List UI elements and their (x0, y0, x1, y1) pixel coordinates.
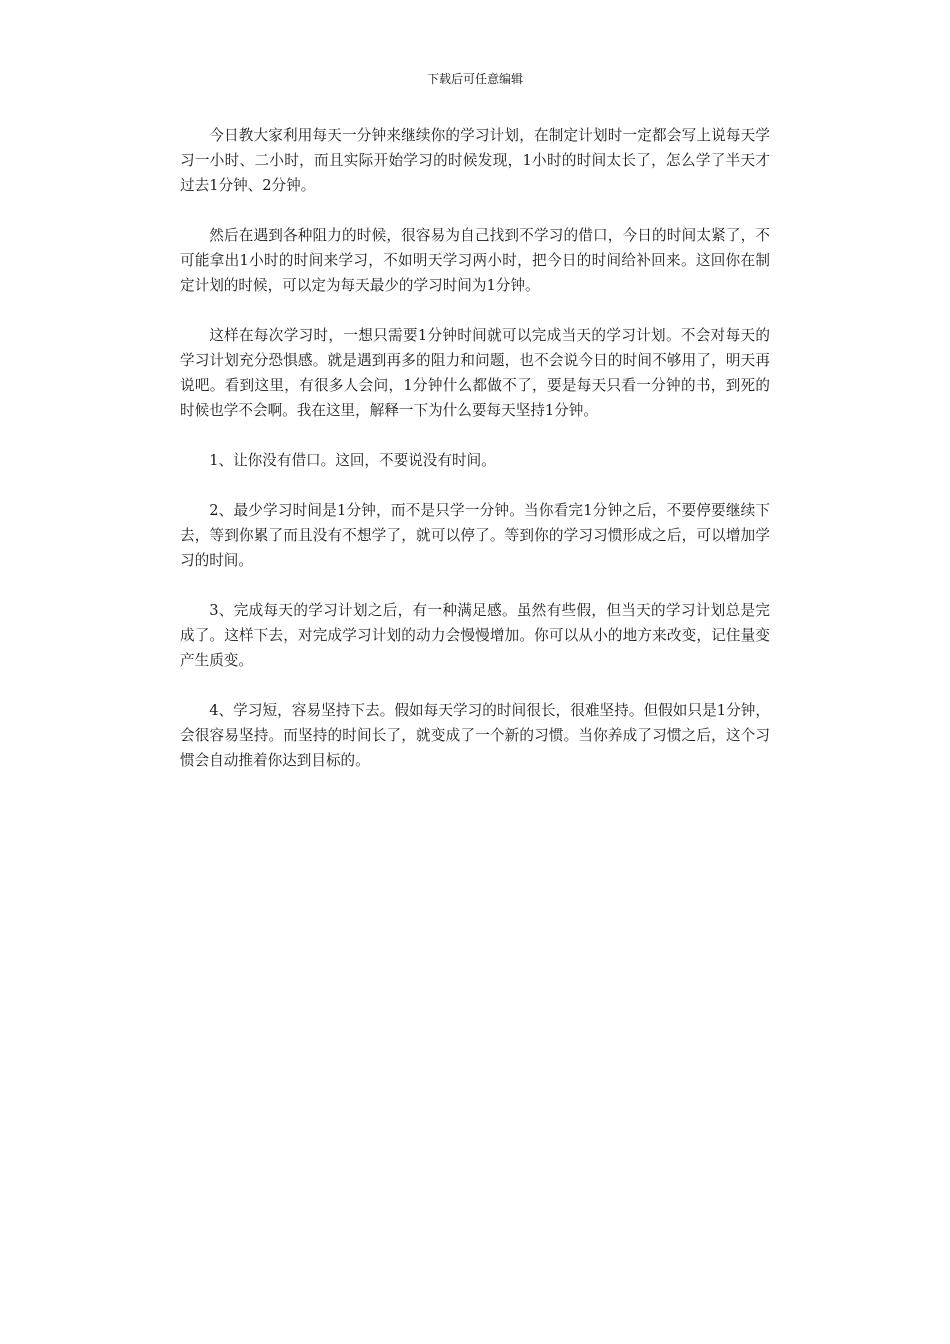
paragraph-explanation: 这样在每次学习时，一想只需要1分钟时间就可以完成当天的学习计划。不会对每天的学习计划充分恐惧感。就是遇到再多的阻力和问题，也不会说今日的时间不够用了，明天再说吧。看到这里，有很多人会问，1分钟什么都做不了，要是每天只看一分钟的书，到死的时候也学不会啊。我在这里，解释一下为什么要每天坚持1分钟。 (180, 327, 770, 419)
list-item-3: 3、完成每天的学习计划之后，有一种满足感。虽然有些假，但当天的学习计划总是完成了。这样下去，对完成学习计划的动力会慢慢增加。你可以从小的地方来改变，记住量变产生质变。 (180, 602, 770, 669)
list-item-2: 2、最少学习时间是1分钟，而不是只学一分钟。当你看完1分钟之后，不要停要继续下去，等到你累了而且没有不想学了，就可以停了。等到你的学习习惯形成之后，可以增加学习的时间。 (180, 502, 770, 569)
list-item-1: 1、让你没有借口。这回，不要说没有时间。 (209, 452, 496, 469)
paragraph-obstacles: 然后在遇到各种阻力的时候，很容易为自己找到不学习的借口，今日的时间太紧了，不可能拿出1小时的时间来学习，不如明天学习两小时，把今日的时间给补回来。这回你在制定计划的时候，可以定为每天最少的学习时间为1分钟。 (180, 227, 770, 294)
document-body (180, 123, 770, 798)
paragraph-intro: 今日教大家利用每天一分钟来继续你的学习计划，在制定计划时一定都会写上说每天学习一小时、二小时，而且实际开始学习的时候发现，1小时的时间太长了，怎么学了半天才过去1分钟、2分钟。 (180, 127, 770, 194)
header-note: 下载后可任意编辑 (426, 72, 523, 86)
list-item-4: 4、学习短，容易坚持下去。假如每天学习的时间很长，很难坚持。但假如只是1分钟，会很容易坚持。而坚持的时间长了，就变成了一个新的习惯。当你养成了习惯之后，这个习惯会自动推着你达到目标的。 (180, 702, 770, 769)
